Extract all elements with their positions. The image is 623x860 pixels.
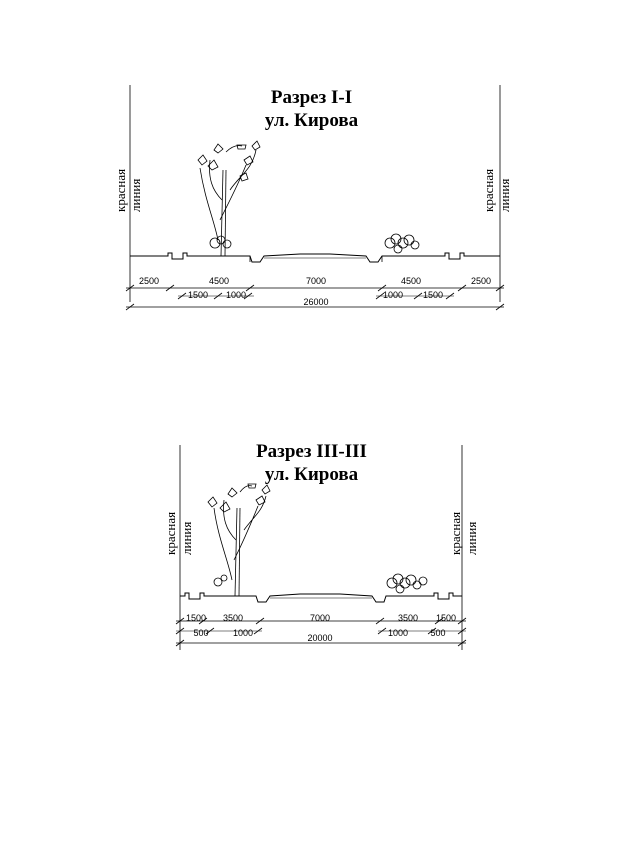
section-3-drawing xyxy=(0,420,623,680)
section-3-title-line2: ул. Кирова xyxy=(264,464,359,485)
section-1-title-line1: Разрез I-I xyxy=(270,87,353,108)
dim-top-1: 1500 xyxy=(185,613,207,623)
dim-top-1: 2500 xyxy=(138,276,160,286)
red-line-label-right-1: красная xyxy=(448,511,463,555)
red-line-label-right-2: линия xyxy=(464,521,479,555)
dim-total: 26000 xyxy=(303,297,329,307)
dim-bottom-3: 1000 xyxy=(387,628,409,638)
dim-bottom-2: 1000 xyxy=(232,628,254,638)
dim-top-5: 1500 xyxy=(435,613,457,623)
section-1-title-line2: ул. Кирова xyxy=(264,110,359,131)
dim-top-4: 3500 xyxy=(397,613,419,623)
section-1 xyxy=(0,0,623,420)
tree-with-lamp-icon xyxy=(208,484,270,596)
red-line-label-left-2: линия xyxy=(128,178,143,212)
section-3 xyxy=(0,420,623,680)
shrub-icon xyxy=(387,574,427,593)
dim-top-2: 3500 xyxy=(222,613,244,623)
dim-bottom-4: 1500 xyxy=(422,290,444,300)
dim-bottom-4: 500 xyxy=(430,628,446,638)
section-3-title-line1: Разрез III-III xyxy=(256,441,367,462)
dim-total: 20000 xyxy=(307,633,333,643)
tree-with-lamp-icon xyxy=(198,141,260,256)
dim-top-3: 7000 xyxy=(305,276,327,286)
dim-top-5: 2500 xyxy=(470,276,492,286)
red-line-label-left-2: линия xyxy=(179,521,194,555)
red-line-label-right-2: линия xyxy=(497,178,512,212)
ground-profile xyxy=(130,253,500,262)
shrub-icon xyxy=(385,234,419,253)
ground-profile xyxy=(180,593,462,602)
red-line-label-right-1: красная xyxy=(481,168,496,212)
dim-top-4: 4500 xyxy=(400,276,422,286)
section-1-drawing xyxy=(0,0,623,420)
dim-bottom-2: 1000 xyxy=(225,290,247,300)
red-line-label-left-1: красная xyxy=(113,168,128,212)
dim-bottom-1: 1500 xyxy=(187,290,209,300)
dim-bottom-3: 1000 xyxy=(382,290,404,300)
dim-top-2: 4500 xyxy=(208,276,230,286)
dim-top-3: 7000 xyxy=(309,613,331,623)
dim-bottom-1: 500 xyxy=(193,628,209,638)
red-line-label-left-1: красная xyxy=(163,511,178,555)
